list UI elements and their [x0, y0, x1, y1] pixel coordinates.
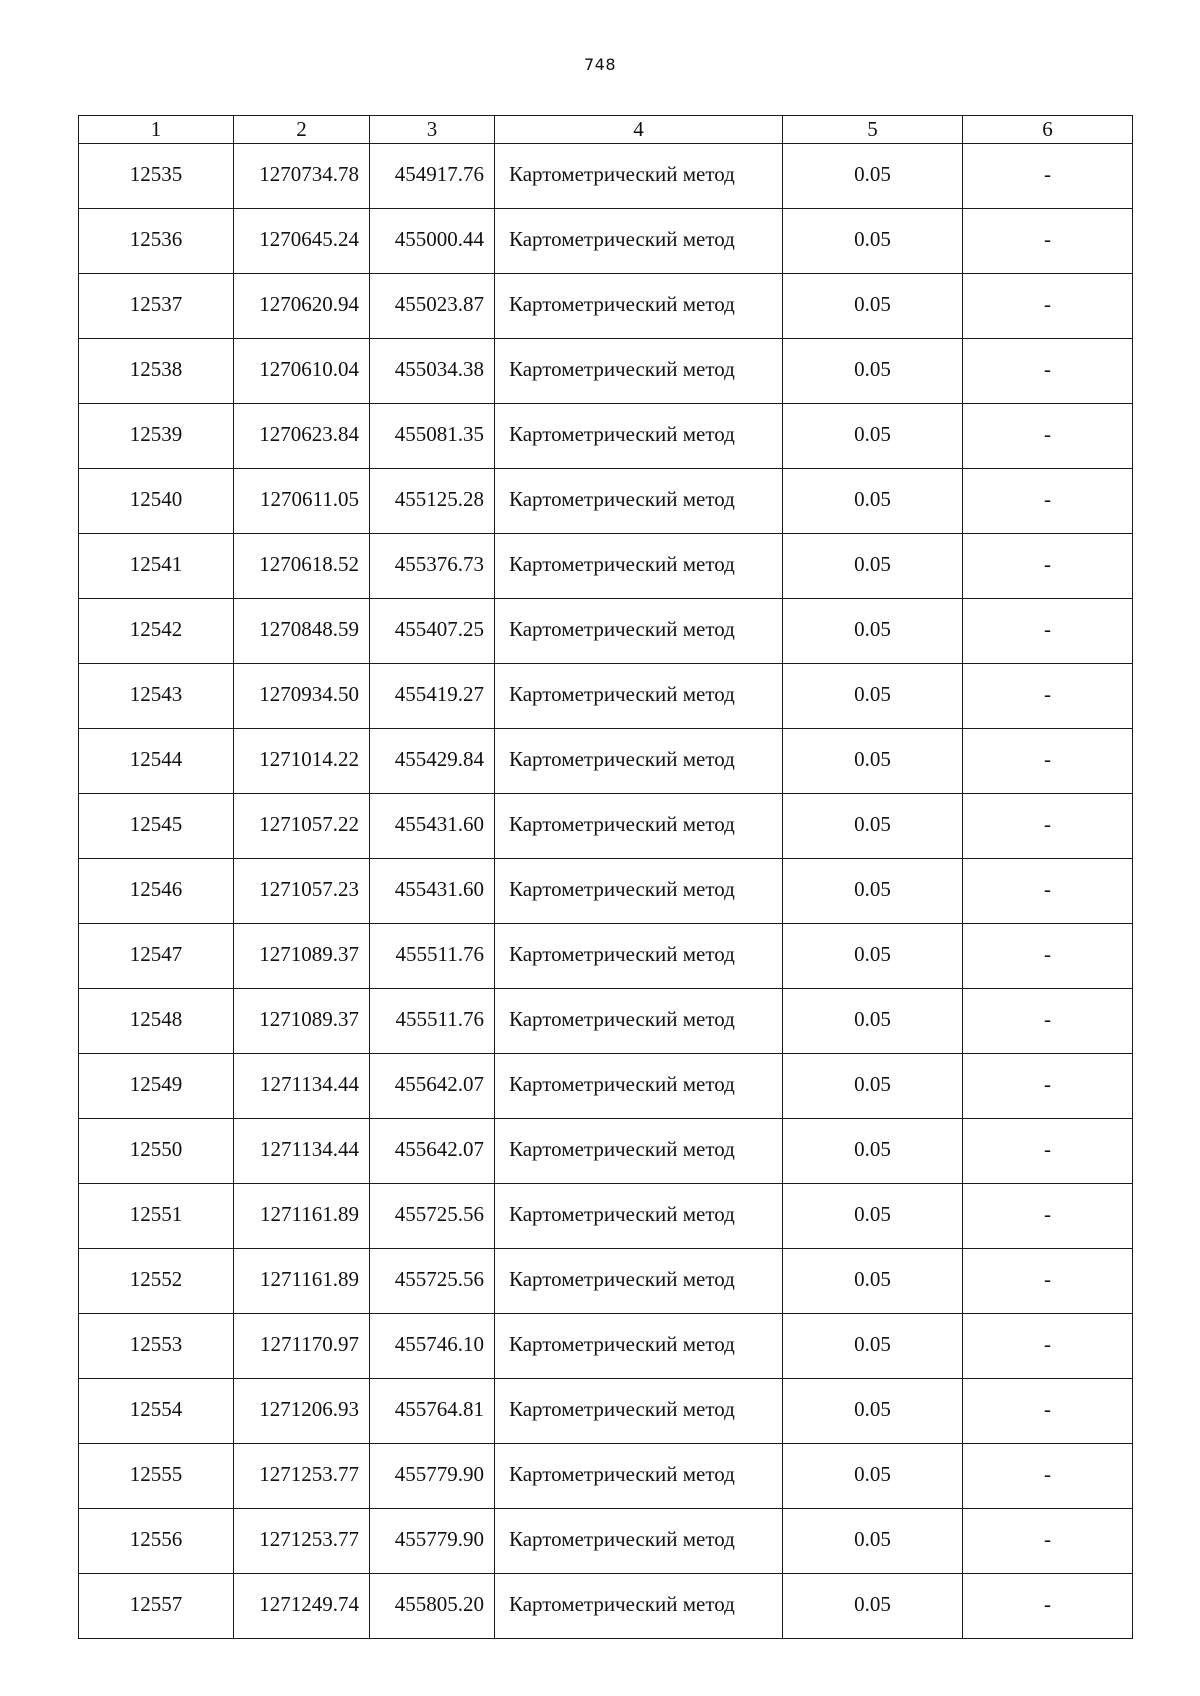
table-row: [79, 469, 1133, 534]
note-cell: -: [963, 664, 1133, 729]
x-coordinate-cell: 1271161.89: [234, 1249, 370, 1314]
note-cell: -: [963, 144, 1133, 209]
accuracy-cell: 0.05: [783, 664, 963, 729]
y-coordinate-cell: 455779.90: [370, 1444, 495, 1509]
column-header-3: 3: [370, 116, 495, 144]
y-coordinate-cell: 455081.35: [370, 404, 495, 469]
x-coordinate-cell: 1270645.24: [234, 209, 370, 274]
table-row: [79, 924, 1133, 989]
y-coordinate-cell: 455000.44: [370, 209, 495, 274]
accuracy-cell: 0.05: [783, 1249, 963, 1314]
table-row: [79, 599, 1133, 664]
method-cell: Картометрический метод: [495, 1444, 783, 1509]
point-number-cell: 12535: [79, 144, 234, 209]
column-header-6: 6: [963, 116, 1133, 144]
y-coordinate-cell: 455511.76: [370, 924, 495, 989]
point-number-cell: 12553: [79, 1314, 234, 1379]
note-cell: -: [963, 729, 1133, 794]
note-cell: -: [963, 1249, 1133, 1314]
y-coordinate-cell: 455376.73: [370, 534, 495, 599]
header-row: [79, 116, 1133, 144]
point-number-cell: 12554: [79, 1379, 234, 1444]
y-coordinate-cell: 455642.07: [370, 1119, 495, 1184]
method-cell: Картометрический метод: [495, 339, 783, 404]
note-cell: -: [963, 1119, 1133, 1184]
x-coordinate-cell: 1271161.89: [234, 1184, 370, 1249]
table-row: [79, 664, 1133, 729]
method-cell: Картометрический метод: [495, 1054, 783, 1119]
x-coordinate-cell: 1270618.52: [234, 534, 370, 599]
x-coordinate-cell: 1271134.44: [234, 1119, 370, 1184]
accuracy-cell: 0.05: [783, 794, 963, 859]
method-cell: Картометрический метод: [495, 1119, 783, 1184]
accuracy-cell: 0.05: [783, 1574, 963, 1639]
coordinates-table: [78, 115, 1133, 1639]
point-number-cell: 12542: [79, 599, 234, 664]
note-cell: -: [963, 274, 1133, 339]
note-cell: -: [963, 859, 1133, 924]
accuracy-cell: 0.05: [783, 924, 963, 989]
table-row: [79, 404, 1133, 469]
x-coordinate-cell: 1270620.94: [234, 274, 370, 339]
accuracy-cell: 0.05: [783, 404, 963, 469]
note-cell: -: [963, 404, 1133, 469]
method-cell: Картометрический метод: [495, 404, 783, 469]
note-cell: -: [963, 1184, 1133, 1249]
y-coordinate-cell: 455125.28: [370, 469, 495, 534]
note-cell: -: [963, 469, 1133, 534]
y-coordinate-cell: 455725.56: [370, 1249, 495, 1314]
point-number-cell: 12546: [79, 859, 234, 924]
accuracy-cell: 0.05: [783, 599, 963, 664]
x-coordinate-cell: 1271134.44: [234, 1054, 370, 1119]
x-coordinate-cell: 1271249.74: [234, 1574, 370, 1639]
x-coordinate-cell: 1271089.37: [234, 989, 370, 1054]
method-cell: Картометрический метод: [495, 144, 783, 209]
method-cell: Картометрический метод: [495, 1574, 783, 1639]
table-row: [79, 534, 1133, 599]
y-coordinate-cell: 455642.07: [370, 1054, 495, 1119]
accuracy-cell: 0.05: [783, 989, 963, 1054]
y-coordinate-cell: 455407.25: [370, 599, 495, 664]
page-number: 748: [583, 55, 617, 74]
x-coordinate-cell: 1270610.04: [234, 339, 370, 404]
accuracy-cell: 0.05: [783, 1314, 963, 1379]
table-row: [79, 274, 1133, 339]
table-row: [79, 1574, 1133, 1639]
table-row: [79, 794, 1133, 859]
x-coordinate-cell: 1270734.78: [234, 144, 370, 209]
method-cell: Картометрический метод: [495, 859, 783, 924]
method-cell: Картометрический метод: [495, 1249, 783, 1314]
point-number-cell: 12550: [79, 1119, 234, 1184]
method-cell: Картометрический метод: [495, 469, 783, 534]
point-number-cell: 12547: [79, 924, 234, 989]
accuracy-cell: 0.05: [783, 209, 963, 274]
note-cell: -: [963, 1379, 1133, 1444]
y-coordinate-cell: 455725.56: [370, 1184, 495, 1249]
point-number-cell: 12551: [79, 1184, 234, 1249]
note-cell: -: [963, 534, 1133, 599]
accuracy-cell: 0.05: [783, 339, 963, 404]
point-number-cell: 12545: [79, 794, 234, 859]
x-coordinate-cell: 1271089.37: [234, 924, 370, 989]
note-cell: -: [963, 1314, 1133, 1379]
method-cell: Картометрический метод: [495, 1509, 783, 1574]
x-coordinate-cell: 1270848.59: [234, 599, 370, 664]
x-coordinate-cell: 1271057.23: [234, 859, 370, 924]
note-cell: -: [963, 1574, 1133, 1639]
note-cell: -: [963, 794, 1133, 859]
accuracy-cell: 0.05: [783, 729, 963, 794]
method-cell: Картометрический метод: [495, 534, 783, 599]
point-number-cell: 12540: [79, 469, 234, 534]
point-number-cell: 12537: [79, 274, 234, 339]
table-row: [79, 1249, 1133, 1314]
point-number-cell: 12541: [79, 534, 234, 599]
point-number-cell: 12539: [79, 404, 234, 469]
table-row: [79, 1444, 1133, 1509]
y-coordinate-cell: 455419.27: [370, 664, 495, 729]
point-number-cell: 12543: [79, 664, 234, 729]
column-header-2: 2: [234, 116, 370, 144]
x-coordinate-cell: 1270611.05: [234, 469, 370, 534]
table-row: [79, 859, 1133, 924]
note-cell: -: [963, 989, 1133, 1054]
note-cell: -: [963, 209, 1133, 274]
table-row: [79, 1054, 1133, 1119]
y-coordinate-cell: 455764.81: [370, 1379, 495, 1444]
point-number-cell: 12556: [79, 1509, 234, 1574]
point-number-cell: 12549: [79, 1054, 234, 1119]
method-cell: Картометрический метод: [495, 209, 783, 274]
note-cell: -: [963, 599, 1133, 664]
column-header-4: 4: [495, 116, 783, 144]
table-row: [79, 1509, 1133, 1574]
accuracy-cell: 0.05: [783, 469, 963, 534]
method-cell: Картометрический метод: [495, 729, 783, 794]
y-coordinate-cell: 454917.76: [370, 144, 495, 209]
method-cell: Картометрический метод: [495, 599, 783, 664]
y-coordinate-cell: 455431.60: [370, 859, 495, 924]
y-coordinate-cell: 455023.87: [370, 274, 495, 339]
note-cell: -: [963, 1444, 1133, 1509]
point-number-cell: 12536: [79, 209, 234, 274]
x-coordinate-cell: 1270934.50: [234, 664, 370, 729]
x-coordinate-cell: 1271253.77: [234, 1509, 370, 1574]
accuracy-cell: 0.05: [783, 1444, 963, 1509]
method-cell: Картометрический метод: [495, 1379, 783, 1444]
note-cell: -: [963, 1509, 1133, 1574]
method-cell: Картометрический метод: [495, 794, 783, 859]
method-cell: Картометрический метод: [495, 274, 783, 339]
y-coordinate-cell: 455779.90: [370, 1509, 495, 1574]
table-row: [79, 1184, 1133, 1249]
accuracy-cell: 0.05: [783, 274, 963, 339]
method-cell: Картометрический метод: [495, 664, 783, 729]
point-number-cell: 12548: [79, 989, 234, 1054]
x-coordinate-cell: 1271206.93: [234, 1379, 370, 1444]
table-row: [79, 1119, 1133, 1184]
y-coordinate-cell: 455511.76: [370, 989, 495, 1054]
x-coordinate-cell: 1271057.22: [234, 794, 370, 859]
method-cell: Картометрический метод: [495, 924, 783, 989]
note-cell: -: [963, 924, 1133, 989]
method-cell: Картометрический метод: [495, 1184, 783, 1249]
accuracy-cell: 0.05: [783, 859, 963, 924]
x-coordinate-cell: 1271014.22: [234, 729, 370, 794]
y-coordinate-cell: 455429.84: [370, 729, 495, 794]
accuracy-cell: 0.05: [783, 144, 963, 209]
x-coordinate-cell: 1271253.77: [234, 1444, 370, 1509]
table-row: [79, 729, 1133, 794]
point-number-cell: 12557: [79, 1574, 234, 1639]
table-header: [79, 116, 1133, 144]
method-cell: Картометрический метод: [495, 989, 783, 1054]
table-row: [79, 209, 1133, 274]
table-row: [79, 1314, 1133, 1379]
column-header-5: 5: [783, 116, 963, 144]
accuracy-cell: 0.05: [783, 1509, 963, 1574]
x-coordinate-cell: 1270623.84: [234, 404, 370, 469]
table-row: [79, 1379, 1133, 1444]
point-number-cell: 12552: [79, 1249, 234, 1314]
accuracy-cell: 0.05: [783, 1054, 963, 1119]
y-coordinate-cell: 455805.20: [370, 1574, 495, 1639]
note-cell: -: [963, 339, 1133, 404]
point-number-cell: 12544: [79, 729, 234, 794]
y-coordinate-cell: 455431.60: [370, 794, 495, 859]
y-coordinate-cell: 455034.38: [370, 339, 495, 404]
point-number-cell: 12555: [79, 1444, 234, 1509]
table-row: [79, 339, 1133, 404]
accuracy-cell: 0.05: [783, 1184, 963, 1249]
column-header-1: 1: [79, 116, 234, 144]
accuracy-cell: 0.05: [783, 1119, 963, 1184]
accuracy-cell: 0.05: [783, 534, 963, 599]
y-coordinate-cell: 455746.10: [370, 1314, 495, 1379]
table-body: [79, 144, 1133, 1639]
note-cell: -: [963, 1054, 1133, 1119]
method-cell: Картометрический метод: [495, 1314, 783, 1379]
accuracy-cell: 0.05: [783, 1379, 963, 1444]
table-row: [79, 144, 1133, 209]
x-coordinate-cell: 1271170.97: [234, 1314, 370, 1379]
table-row: [79, 989, 1133, 1054]
point-number-cell: 12538: [79, 339, 234, 404]
